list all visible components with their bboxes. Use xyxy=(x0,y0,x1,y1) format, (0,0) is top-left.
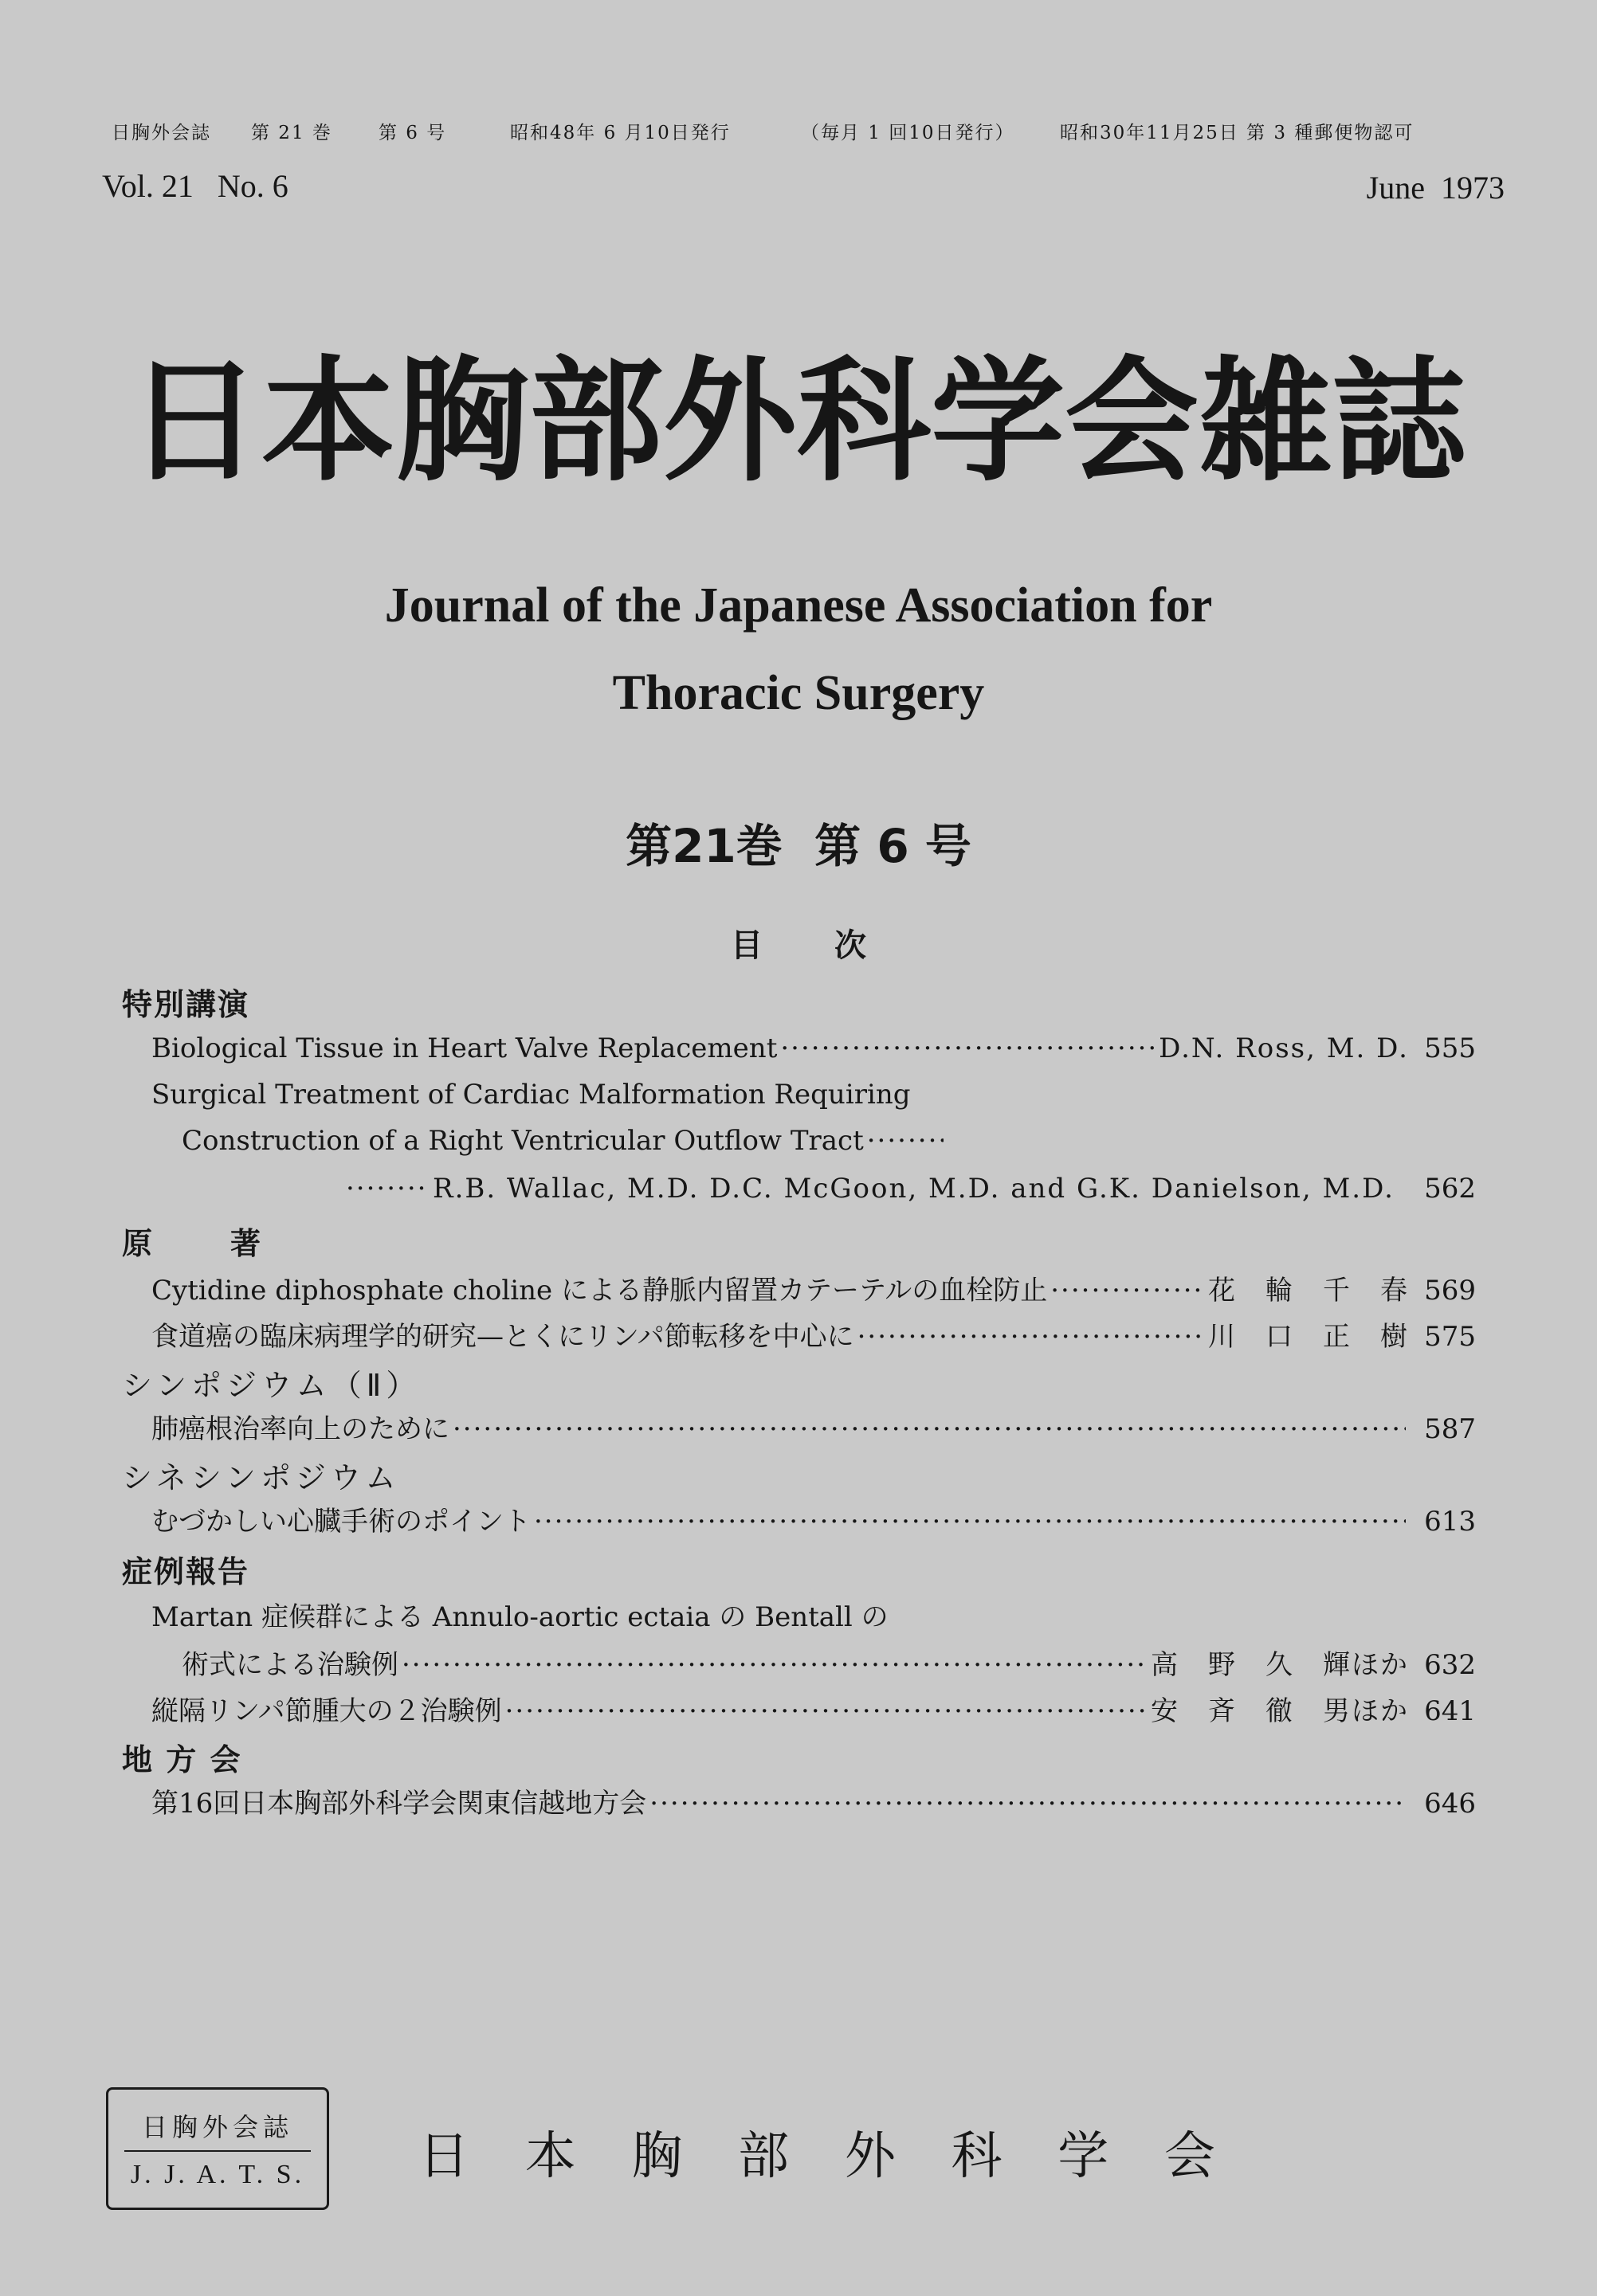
number-label: 第 6 号 xyxy=(379,123,447,143)
frequency-note: （毎月 1 回10日発行） xyxy=(801,123,1015,143)
leader-dots xyxy=(346,1173,430,1205)
publisher-char: 外 xyxy=(844,2127,896,2186)
leader-dots xyxy=(649,1788,1406,1820)
toc-entry-author-line xyxy=(343,1173,1476,1213)
abbrev-en: J. J. A. T. S. xyxy=(130,2160,305,2189)
abbreviation-box xyxy=(106,2087,329,2210)
toc-entry-title: 第16回日本胸部外科学会関東信越地方会 xyxy=(151,1788,647,1820)
toc-entry-page: 569 xyxy=(1424,1275,1476,1307)
volume-issue-jp: 第21巻 第 6 号 xyxy=(626,819,971,873)
toc-entry-page: 641 xyxy=(1424,1695,1476,1727)
title-char: 部 xyxy=(529,343,663,500)
journal-title-en-line1: Journal of the Japanese Association for xyxy=(384,578,1213,633)
toc-entry-title: むづかしい心臓手術のポイント xyxy=(151,1506,531,1538)
title-char: 外 xyxy=(663,343,797,500)
toc-entry-page: 575 xyxy=(1424,1321,1476,1353)
toc-entry-page: 632 xyxy=(1424,1649,1476,1681)
journal-abbrev: 日胸外会誌 xyxy=(112,123,211,143)
publisher-char: 科 xyxy=(951,2127,1003,2186)
toc-entry[interactable] xyxy=(151,1315,1476,1354)
leader-dots xyxy=(453,1413,1406,1445)
toc-entry-author: 花 輪 千 春 xyxy=(1208,1275,1409,1307)
toc-entry[interactable] xyxy=(151,1079,1476,1119)
leader-dots xyxy=(867,1125,944,1157)
leader-dots xyxy=(780,1032,1156,1064)
postal-permit: 昭和30年11月25日 第 3 種郵便物認可 xyxy=(1060,123,1415,143)
title-char: 胸 xyxy=(395,343,529,500)
toc-entry[interactable] xyxy=(151,1407,1476,1447)
toc-entry-title-line2: Construction of a Right Ventricular Outflow Tract xyxy=(182,1125,864,1157)
publisher-char: 会 xyxy=(1163,2127,1215,2186)
publisher-char: 胸 xyxy=(631,2127,683,2186)
toc-entry-title: 縦隔リンパ節腫大の２治験例 xyxy=(151,1695,502,1727)
toc-entry-author: 安 斉 徹 男ほか xyxy=(1151,1695,1409,1727)
publisher-char: 部 xyxy=(738,2127,790,2186)
toc-entry-title-line1: Surgical Treatment of Cardiac Malformation Requiring xyxy=(151,1079,911,1111)
publisher-char: 学 xyxy=(1057,2127,1109,2186)
toc-entry-author: 川 口 正 樹 xyxy=(1208,1321,1409,1353)
toc-entry[interactable] xyxy=(151,1499,1476,1539)
toc-entry-title-line1: Martan 症候群による Annulo-aortic ectaia の Bentall の xyxy=(151,1601,889,1633)
section-heading-original: 原 著 xyxy=(122,1226,285,1261)
section-heading-symposium: シンポジウム（Ⅱ） xyxy=(122,1368,422,1403)
section-heading-special-lecture: 特別講演 xyxy=(122,987,250,1022)
title-char: 本 xyxy=(261,343,395,500)
toc-entry-continuation xyxy=(182,1643,1476,1683)
toc-entry-title-line2: 術式による治験例 xyxy=(182,1649,398,1681)
section-heading-regional: 地 方 会 xyxy=(122,1742,242,1777)
journal-title-jp xyxy=(128,315,1466,507)
toc-entry-title: 食道癌の臨床病理学的研究—とくにリンパ節転移を中心に xyxy=(151,1321,854,1353)
toc-entry[interactable] xyxy=(151,1689,1476,1729)
title-char: 誌 xyxy=(1332,343,1466,500)
section-heading-cine-symposium: シネシンポジウム xyxy=(122,1460,401,1495)
toc-entry-page: 587 xyxy=(1424,1413,1476,1445)
toc-entry-title: Biological Tissue in Heart Valve Replacement xyxy=(151,1032,778,1064)
toc-entry-author: D.N. Ross, M. D. xyxy=(1159,1032,1409,1064)
publisher-name xyxy=(418,2115,1215,2188)
title-char: 雑 xyxy=(1199,343,1332,500)
journal-title-en-line2: Thoracic Surgery xyxy=(612,666,985,720)
leader-dots xyxy=(505,1695,1148,1727)
leader-dots xyxy=(857,1321,1205,1353)
toc-entry[interactable] xyxy=(151,1781,1476,1821)
publisher-char: 日 xyxy=(418,2127,469,2186)
toc-entry[interactable] xyxy=(151,1595,1476,1635)
abbrev-jp: 日胸外会誌 xyxy=(141,2112,293,2142)
toc-entry-author: 高 野 久 輝ほか xyxy=(1151,1649,1409,1681)
toc-entry-page: 555 xyxy=(1424,1032,1476,1064)
toc-entry-page: 646 xyxy=(1424,1788,1476,1820)
issue-month-year: June 1973 xyxy=(1366,170,1505,206)
leader-dots xyxy=(534,1506,1406,1538)
toc-entry-page: 613 xyxy=(1424,1506,1476,1538)
leader-dots xyxy=(1050,1275,1205,1307)
publisher-char: 本 xyxy=(524,2127,576,2186)
issue-date: 昭和48年 6 月10日発行 xyxy=(510,123,731,143)
toc-entry[interactable] xyxy=(151,1268,1476,1308)
title-char: 日 xyxy=(128,343,261,500)
toc-entry-continuation xyxy=(182,1125,947,1165)
toc-heading: 目次 xyxy=(731,927,938,964)
toc-entry-page: 562 xyxy=(1424,1173,1476,1205)
toc-entry-author: R.B. Wallac, M.D. D.C. McGoon, M.D. and G.K. Danielson, M.D. xyxy=(433,1173,1395,1205)
volume-number: Vol. 21 No. 6 xyxy=(102,168,288,204)
title-char: 会 xyxy=(1065,343,1199,500)
leader-dots xyxy=(402,1649,1148,1681)
toc-entry[interactable] xyxy=(151,1032,1476,1072)
toc-entry-title: Cytidine diphosphate choline による静脈内留置カテーテルの血栓防止 xyxy=(151,1275,1048,1307)
title-char: 学 xyxy=(931,343,1065,500)
volume-label: 第 21 巻 xyxy=(251,123,332,143)
title-char: 科 xyxy=(797,343,931,500)
divider xyxy=(124,2150,311,2152)
toc-entry-title: 肺癌根治率向上のために xyxy=(151,1413,449,1445)
section-heading-case-reports: 症例報告 xyxy=(122,1554,250,1589)
